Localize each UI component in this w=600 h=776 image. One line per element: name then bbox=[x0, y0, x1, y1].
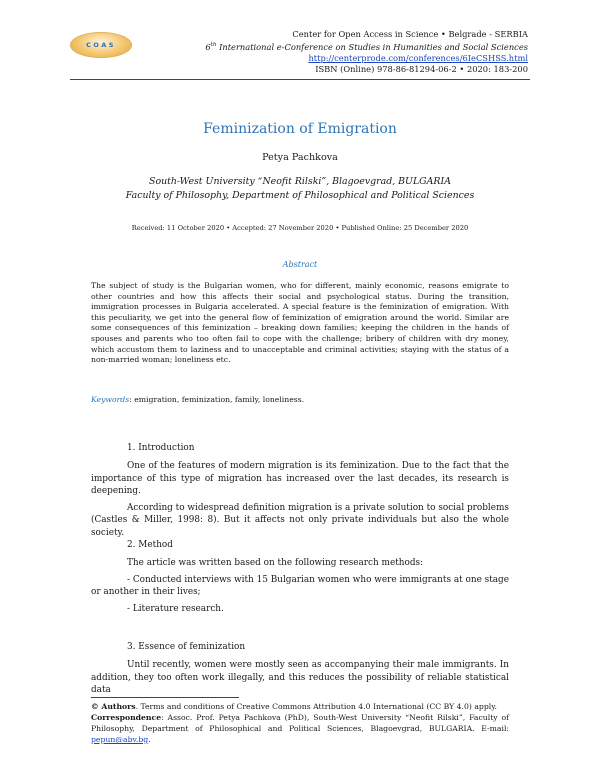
paragraph: One of the features of modern migration is its feminization. Due to the fact that the importance of this type of migration has increased over the last decades, its research is deepening. bbox=[91, 461, 509, 497]
keywords-label: Keywords bbox=[91, 395, 130, 404]
footnote bbox=[91, 701, 509, 745]
abstract-heading: Abstract bbox=[282, 260, 318, 269]
section-body-introduction bbox=[91, 460, 509, 540]
logo-text: COAS bbox=[86, 41, 116, 49]
section-body-essence bbox=[91, 659, 509, 697]
footnote-divider bbox=[91, 697, 239, 698]
conference-name: 6th International e-Conference on Studies in Humanities and Social Sciences bbox=[205, 41, 528, 52]
abstract-text: The subject of study is the Bulgarian women, who for different, mainly economic, reasons emigrate to other countries and how this affects their social and psychological status. During the transition, immigration processes in Bulgaria accelerated. A special feature is the feminization of emigration. With this peculiarity, we get into the general flow of feminization of emigration around the world. Similar are some consequences of this feminization – breaking down families; keeping the children in the hands of spouses and parents who too often fail to cope with the challenge; bribery of children with dry money, which accustom them to laziness and to unacceptable and criminal activities; staying with the status of a non-married woman; loneliness etc. bbox=[91, 281, 509, 365]
conference-url-link[interactable]: http://centerprode.com/conferences/6IeCSHSS.html bbox=[308, 52, 528, 63]
keywords bbox=[91, 395, 304, 404]
author-name: Petya Pachkova bbox=[262, 152, 338, 163]
header-divider bbox=[70, 79, 530, 80]
journal-header bbox=[205, 29, 528, 75]
affiliation bbox=[0, 175, 600, 203]
paragraph: Until recently, women were mostly seen as accompanying their male immigrants. In addition, they too often work illegally, and this reduces the possibility of reliable statistical data bbox=[91, 660, 509, 696]
section-body-method bbox=[91, 557, 509, 615]
section-heading-essence: 3. Essence of feminization bbox=[127, 642, 246, 652]
paragraph: - Conducted interviews with 15 Bulgarian women who were immigrants at one stage or another in their lives; bbox=[91, 574, 509, 598]
section-heading-introduction: 1. Introduction bbox=[127, 443, 195, 453]
coas-logo bbox=[70, 32, 132, 58]
affiliation-university: South-West University “Neofit Rilski”, Blagoevgrad, BULGARIA bbox=[149, 176, 451, 187]
affiliation-faculty: Faculty of Philosophy, Department of Philosophical and Political Sciences bbox=[125, 190, 475, 201]
keywords-text: : emigration, feminization, family, loneliness. bbox=[129, 395, 305, 404]
license-note: © Authors. Terms and conditions of Creative Commons Attribution 4.0 International (CC BY 4.0) apply. bbox=[91, 702, 497, 711]
center-name: Center for Open Access in Science • Belgrade - SERBIA bbox=[292, 29, 528, 39]
correspondence-note: Correspondence: Assoc. Prof. Petya Pachkova (PhD), South-West University “Neofit Rilski”, Faculty of Philosophy, Department of Philosophical and Political Sciences, Blagoevgrad, BULGARIA. E-mail: pepun@abv.bg. bbox=[91, 713, 509, 744]
email-link[interactable]: pepun@abv.bg bbox=[91, 735, 149, 744]
paragraph: - Literature research. bbox=[127, 603, 224, 614]
section-heading-method: 2. Method bbox=[127, 540, 173, 550]
paragraph: The article was written based on the following research methods: bbox=[127, 558, 424, 568]
isbn: ISBN (Online) 978-86-81294-06-2 • 2020: 183-200 bbox=[315, 63, 528, 74]
paragraph: According to widespread definition migration is a private solution to social problems (Castles & Miller, 1998: 8). But it affects not only private individuals but also the whole society. bbox=[91, 502, 509, 538]
paper-title: Feminization of Emigration bbox=[203, 121, 397, 137]
publication-dates: Received: 11 October 2020 • Accepted: 27 November 2020 • Published Online: 25 December 2020 bbox=[131, 224, 469, 232]
